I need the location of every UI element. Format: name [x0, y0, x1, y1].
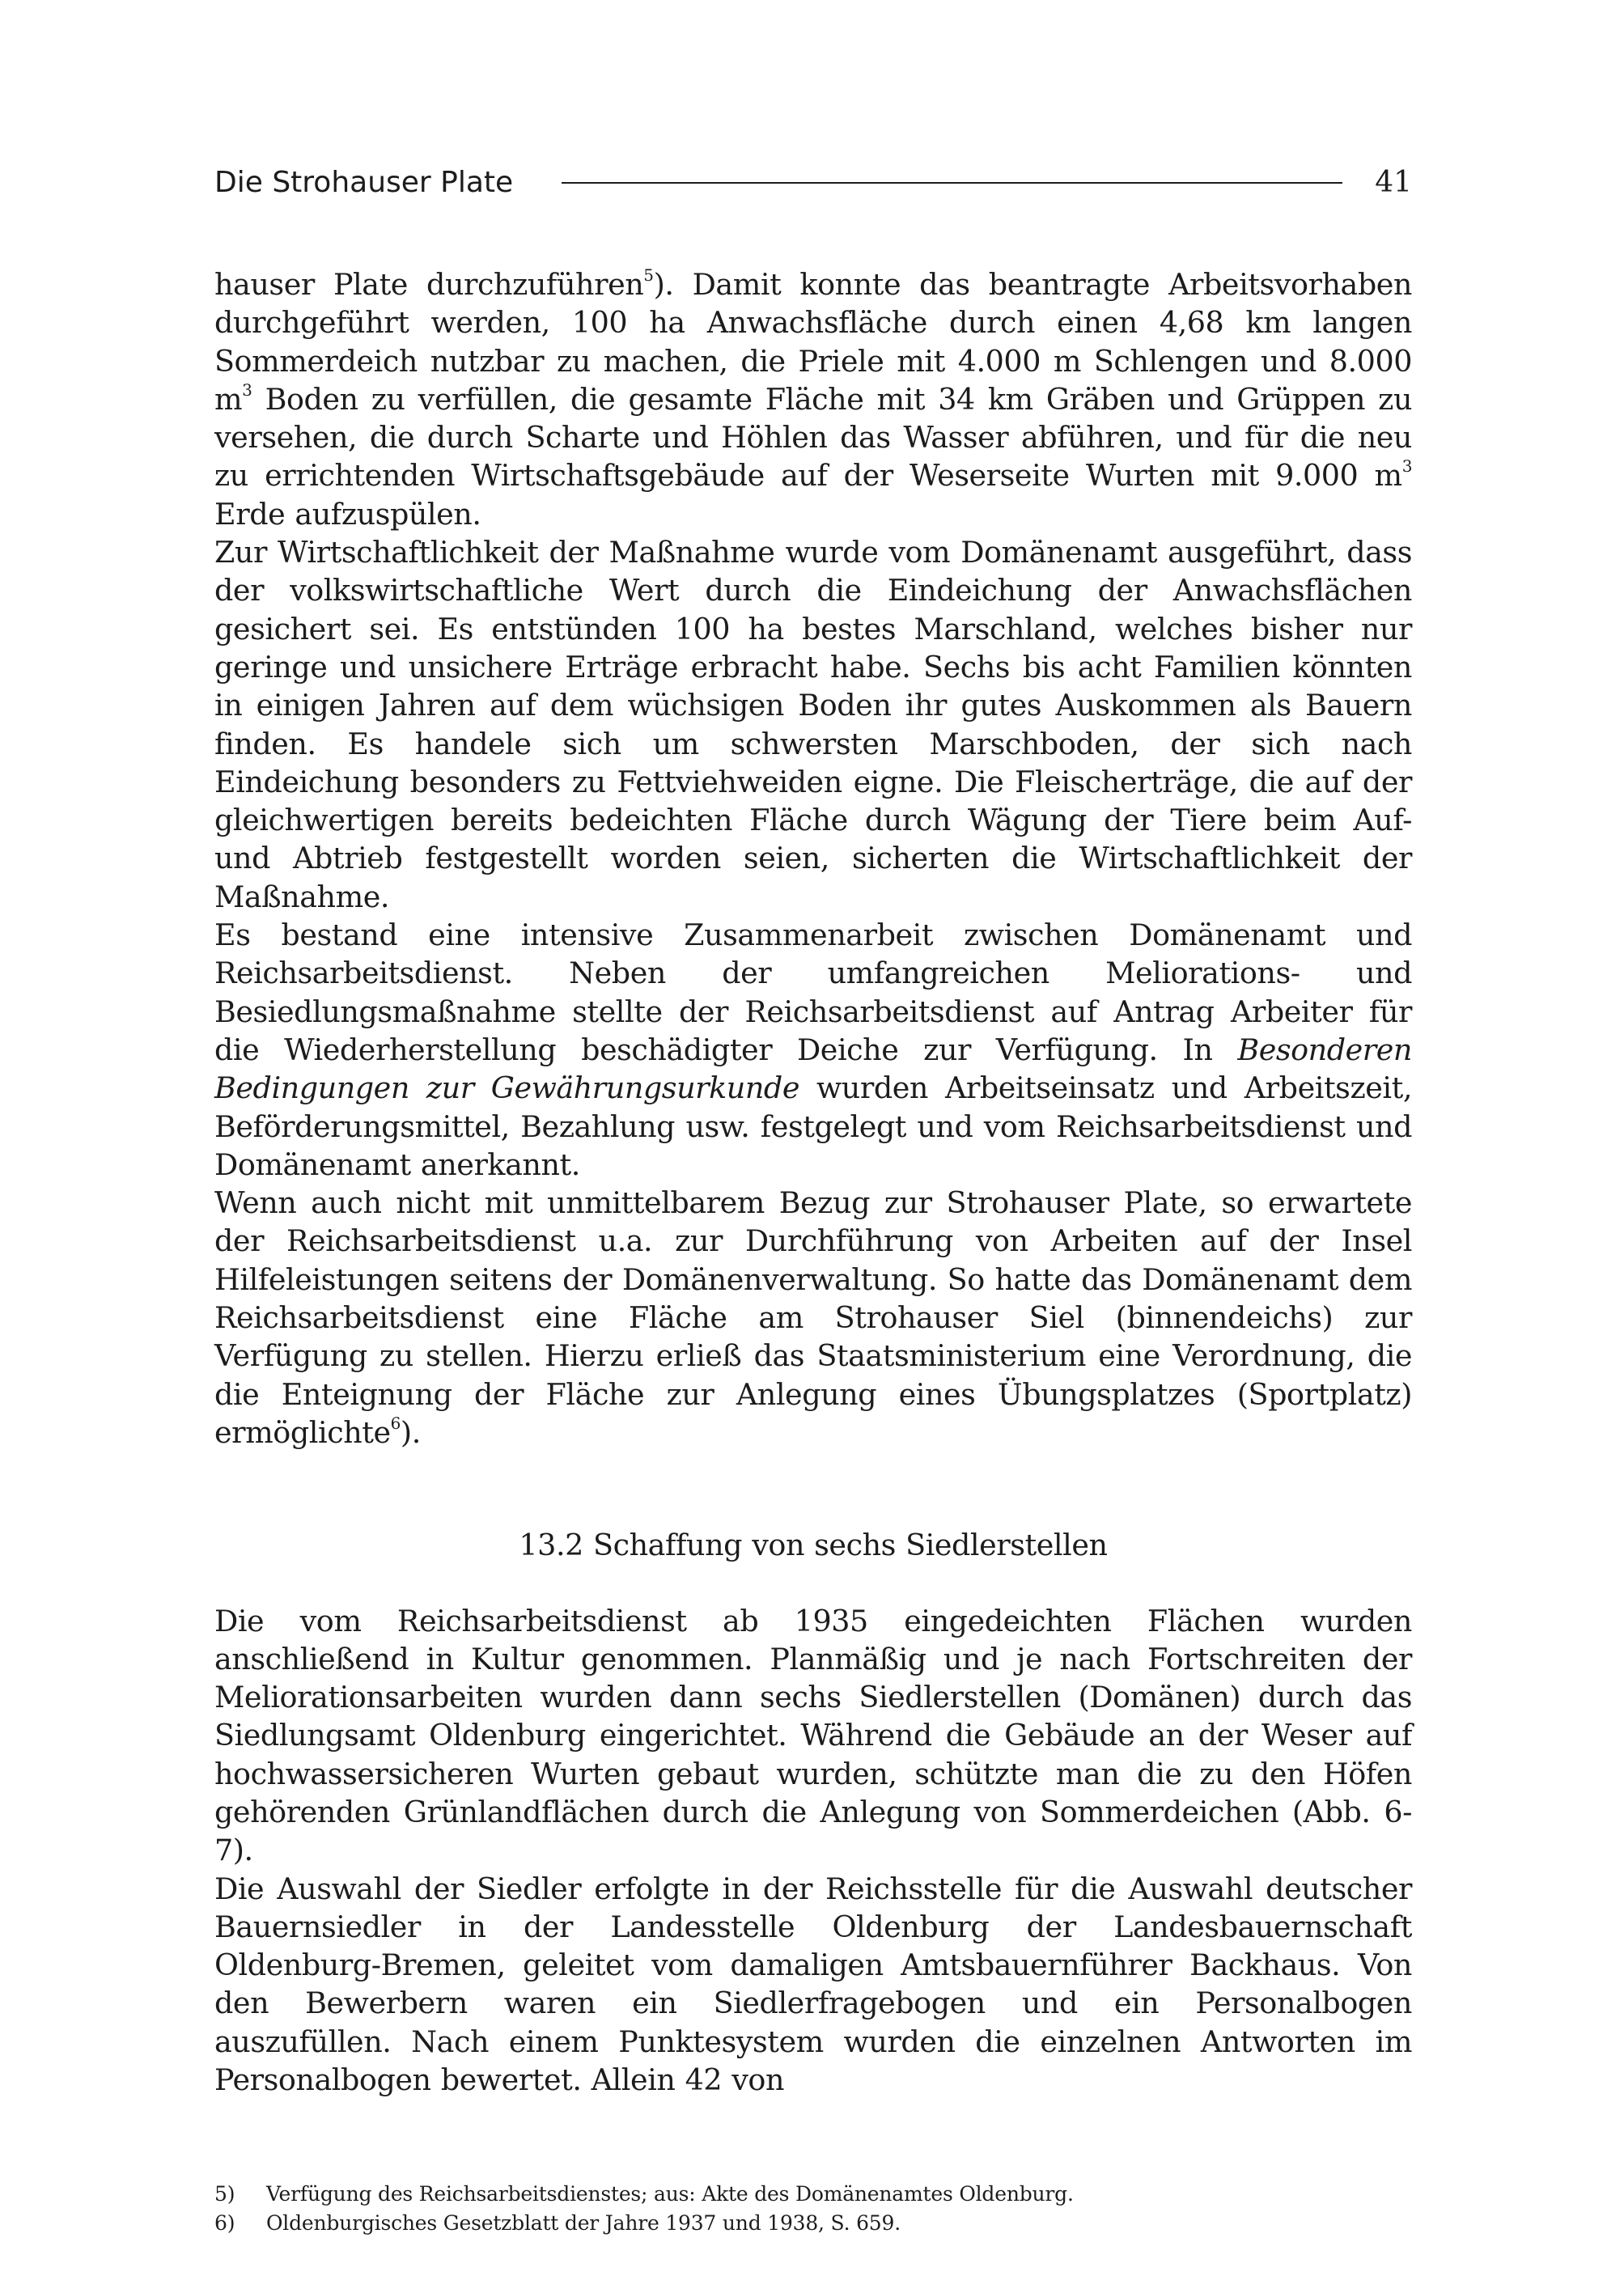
main-text [214, 265, 1412, 2099]
paragraph-6: Die Auswahl der Siedler erfolgte in der Reichsstelle für die Auswahl deutscher Bauernsiedler in der Landesstelle Oldenburg der Landesbauernschaft Oldenburg-Bremen, geleitet vom damaligen Amtsbauernführer Backhaus. Von den Bewerbern waren ein Siedlerfragebogen und ein Personalbogen auszufüllen. Nach einem Punktesystem wurden die einzelnen Antworten im Personalbogen bewertet. Allein 42 von [214, 1871, 1412, 2098]
footnote-ref-5: 5 [643, 265, 654, 285]
running-header [214, 162, 1412, 204]
footnote-number: 5) [214, 2182, 235, 2206]
paragraph-2: Zur Wirtschaftlichkeit der Maßnahme wurde vom Domänenamt ausgeführt, dass der volkswirtschaftliche Wert durch die Eindeichung der Anwachsflächen gesichert sei. Es entstünden 100 ha bestes Marschland, welches bisher nur geringe und unsichere Erträge erbracht habe. Sechs bis acht Familien könnten in einigen Jahren auf dem wüchsigen Boden ihr gutes Auskommen als Bauern finden. Es handele sich um schwersten Marschboden, der sich nach Eindeichung besonders zu Fettviehweiden eigne. Die Fleischerträge, die auf der gleichwertigen bereits bedeichten Fläche durch Wägung der Tiere beim Auf- und Abtrieb festgestellt worden seien, sicherten die Wirtschaftlichkeit der Maßnahme. [214, 535, 1412, 914]
footnotes [214, 2180, 1412, 2238]
footnote-text: Oldenburgisches Gesetzblatt der Jahre 1937 und 1938, S. 659. [266, 2211, 901, 2236]
superscript-cubic: 3 [242, 379, 252, 400]
page-number: 41 [1375, 166, 1412, 199]
header-rule [562, 182, 1342, 184]
footnote-number: 6) [214, 2211, 235, 2236]
italic-title: Besonderen Bedingungen zur Gewährungsurkunde [214, 1032, 1412, 1106]
paragraph-3: Es bestand eine intensive Zusammenarbeit zwischen Domänenamt und Reichsarbeitsdienst. Neben der umfangreichen Meliorations- und Besiedlungsmaßnahme stellte der Reichsarbeitsdienst auf Antrag Arbeiter für die Wiederherstellung beschädigter Deiche zur Verfügung. In Besonderen Bedingungen zur Gewährungsurkunde wurden Arbeitseinsatz und Arbeitszeit, Beförderungsmittel, Bezahlung usw. festgelegt und vom Reichsarbeitsdienst und Domänenamt anerkannt. [214, 918, 1412, 1182]
document-page [214, 162, 1412, 2238]
paragraph-5: Die vom Reichsarbeitsdienst ab 1935 eingedeichten Flächen wurden anschließend in Kultur genommen. Planmäßig und je nach Fortschreiten der Meliorationsarbeiten wurden dann sechs Siedlerstellen (Domänen) durch das Siedlungsamt Oldenburg eingerichtet. Während die Gebäude an der Weser auf hochwassersicheren Wurten gebaut wurden, schützte man die zu den Höfen gehörenden Grünlandflächen durch die Anlegung von Sommerdeichen (Abb. 6-7). [214, 1603, 1412, 1868]
superscript-cubic: 3 [1401, 456, 1412, 477]
paragraph-1: hauser Plate durchzuführen$^5$). Damit konnte das beantragte Arbeitsvorhaben durchgeführt werden, 100 ha Anwachsfläche durch einen 4,68 km langen Sommerdeich nutzbar zu machen, die Priele mit 4.000 m Schlengen und 8.000 $m^3$ Boden zu verfüllen, die gesamte Fläche mit 34 km Gräben und Grüppen zu versehen, die durch Scharte und Höhlen das Wasser abführen, und für die neu zu errichtenden Wirtschaftsgebäude auf der Weserseite Wurten mit 9.000 $m^3$ Erde aufzuspülen. [214, 265, 1412, 532]
section-heading: 13.2 Schaffung von sechs Siedlerstellen [519, 1528, 1108, 1563]
running-title: Die Strohauser Plate [214, 166, 514, 199]
footnote-ref-6: 6 [390, 1413, 401, 1433]
paragraph-4: Wenn auch nicht mit unmittelbarem Bezug zur Strohauser Plate, so erwartete der Reichsarbeitsdienst u.a. zur Durchführung von Arbeiten auf der Insel Hilfeleistungen seitens der Domänenverwaltung. So hatte das Domänenamt dem Reichsarbeitsdienst eine Fläche am Strohauser Siel (binnendeichs) zur Verfügung zu stellen. Hierzu erließ das Staatsministerium eine Verordnung, die die Enteignung der Fläche zur Anlegung eines Übungsplatzes (Sportplatz) ermöglichte$^6$). [214, 1185, 1412, 1450]
footnote [214, 2180, 1412, 2209]
footnote-text: Verfügung des Reichsarbeitsdienstes; aus: Akte des Domänenamtes Oldenburg. [266, 2182, 1074, 2206]
footnote [214, 2209, 1412, 2238]
